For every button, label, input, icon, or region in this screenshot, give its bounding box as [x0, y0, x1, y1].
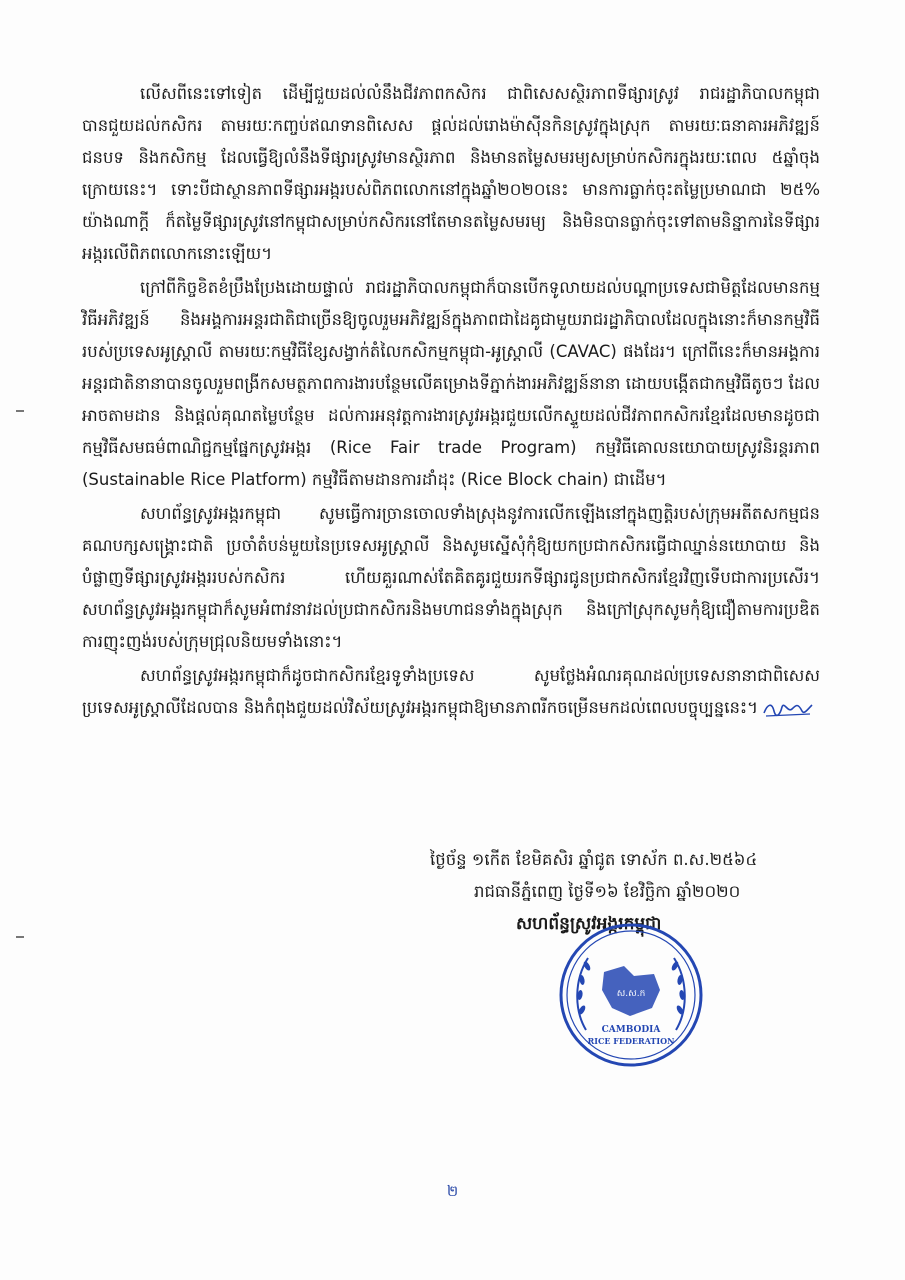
paragraph-development-partners: ក្រៅពីកិច្ចខិតខំប្រឹងប្រែងដោយផ្ទាល់ រាជរដ្ឋាភិបាលកម្ពុជាក៏បានបើកទូលាយដល់បណ្តាប្រទេសជាមិត្តដែលមានកម្មវិធីអភិវឌ្ឍន៍ និងអង្គការអន្តរជាតិជាច្រើនឱ្យចូលរួមអភិវឌ្ឍន៍ក្នុងភាពជាដៃគូជាមួយរាជរដ្ឋាភិបាលដែលក្នុងនោះក៏មានកម្មវិធីរបស់ប្រទេសអូស្ត្រាលី តាមរយៈកម្មវិធីខ្សែសង្វាក់តំលៃកសិកម្មកម្ពុជា-អូស្ត្រាលី (CAVAC) ផងដែរ។ ក្រៅពីនេះក៏មានអង្គការអន្តរជាតិនានាបានចូលរួមពង្រីកសមត្ថភាពការងារបន្ថែមលើគម្រោងទីភ្នាក់ងារអភិវឌ្ឍន៍នានា ដោយបង្កើតជាកម្មវិធីតូចៗ ដែលអាចតាមដាន និងផ្តល់គុណតម្លៃបន្ថែម ដល់ការអនុវត្តការងារស្រូវអង្ករជួយលើកស្ទួយដល់ជីវភាពកសិករខ្មែរដែលមានដូចជា កម្មវិធីសមធម៌ពាណិជ្ជកម្មផ្នែកស្រូវអង្ករ (Rice Fair trade Program) កម្មវិធីគោលនយោបាយស្រូវនិរន្តរភាព (Sustainable Rice Platform) កម្មវិធីតាមដានការដាំដុះ (Rice Block chain) ជាដើម។ [82, 278, 820, 489]
seal-center-label: ស.ស.ក [616, 989, 646, 999]
seal-text-bottom: RICE FEDERATION [587, 1036, 675, 1046]
letter-body [82, 78, 820, 726]
paragraph-price-stability: លើសពីនេះទៅទៀត ដើម្បីជួយដល់លំនឹងជីវភាពកសិករ ជាពិសេសស្ថិរភាពទីផ្សារស្រូវ រាជរដ្ឋាភិបាលកម្ពុជាបានជួយដល់កសិករ តាមរយៈកញ្ចប់ឥណទានពិសេស ផ្តល់ដល់រោងម៉ាស៊ីនកិនស្រូវក្នុងស្រុក តាមរយៈធនាគារអភិវឌ្ឍន៍ជនបទ និងកសិកម្ម ដែលធ្វើឱ្យលំនឹងទីផ្សារស្រូវមានស្ថិរភាព និងមានតម្លៃសមរម្យសម្រាប់កសិករក្នុងរយៈពេល ៥ឆ្នាំចុងក្រោយនេះ។ ទោះបីជាស្ថានភាពទីផ្សារអង្ករបស់ពិភពលោកនៅក្នុងឆ្នាំ២០២០នេះ មានការធ្លាក់ចុះតម្លៃប្រមាណជា ២៥% យ៉ាងណាក្តី ក៏តម្លៃទីផ្សារស្រូវនៅកម្ពុជាសម្រាប់កសិករនៅតែមានតម្លៃសមរម្យ និងមិនបានធ្លាក់ចុះទៅតាមនិន្នាការនៃទីផ្សារអង្ករលើពិភពលោកនោះឡើយ។ [82, 84, 820, 263]
date-lunar: ថ្ងៃច័ន្ទ ១កើត ខែមិគសិរ ឆ្នាំជូត ទោស័ក ព.ស.២៥៦៤ [430, 850, 758, 869]
margin-mark [16, 410, 24, 412]
paragraph-gratitude-text: សហព័ន្ធស្រូវអង្ករកម្ពុជាក៏ដូចជាកសិករខ្មែរទូទាំងប្រទេស សូមថ្លែងអំណរគុណដល់ប្រទេសនានាជាពិសេសប្រទេសអូស្ត្រាលីដែលបាន និងកំពុងជួយដល់វិស័យស្រូវអង្ករកម្ពុជាឱ្យមានភាពរីកចម្រើនមកដល់ពេលបច្ចុប្បន្ននេះ។ [82, 666, 820, 717]
date-place: រាជធានីភ្នំពេញ ថ្ងៃទី១៦ ខែវិច្ឆិកា ឆ្នាំ២០២០ [474, 882, 741, 901]
seal-text-top: CAMBODIA [601, 1025, 661, 1035]
signatory-organization: សហព័ន្ធស្រូវអង្ករកម្ពុជា [516, 914, 662, 934]
paragraph-gratitude [82, 660, 820, 724]
federation-seal-icon [556, 920, 706, 1070]
page-number: ២ [446, 1182, 459, 1200]
handwritten-initials-icon [762, 699, 814, 719]
margin-mark [16, 936, 24, 938]
paragraph-rejection-statement: សហព័ន្ធស្រូវអង្ករកម្ពុជា សូមធ្វើការច្រានចោលទាំងស្រុងនូវការលើកឡើងនៅក្នុងញត្តិរបស់ក្រុមអតីតសកម្មជនគណបក្សសង្គ្រោះជាតិ ប្រចាំតំបន់មួយនៃប្រទេសអូស្ត្រាលី និងសូមស្នើសុំកុំឱ្យយកប្រជាកសិករធ្វើជាឈ្នាន់នយោបាយ និងបំផ្លាញទីផ្សារស្រូវអង្កររបស់កសិករ ហើយគួរណាស់តែគិតគូរជួយរកទីផ្សារជូនប្រជាកសិករខ្មែរវិញទើបជាការប្រសើរ។ សហព័ន្ធស្រូវអង្ករកម្ពុជាក៏សូមអំពាវនាវដល់ប្រជាកសិករនិងមហាជនទាំងក្នុងស្រុក និងក្រៅស្រុកសូមកុំឱ្យជឿតាមការប្រឌិត ការញុះញង់របស់ក្រុមជ្រុលនិយមទាំងនោះ។ [82, 504, 820, 651]
